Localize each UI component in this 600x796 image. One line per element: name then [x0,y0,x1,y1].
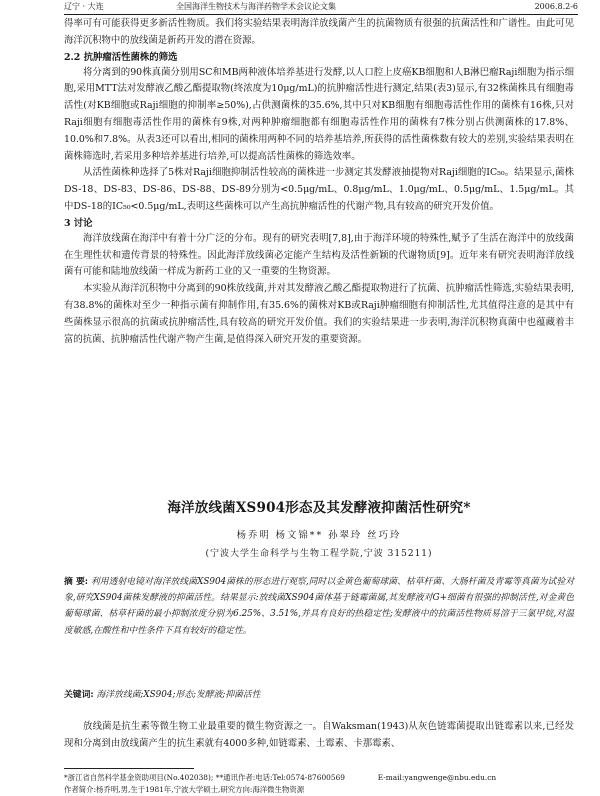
previous-paper-body [64,16,574,348]
keywords [64,687,574,700]
footnote-email: E-mail:yangwenge@nbu.edu.cn [377,773,497,782]
abstract-text: 利用透射电镜对海洋放线菌XS904菌株的形态进行观察,同时以金黄色葡萄球菌、枯草杆菌、大肠杆菌及青霉等真菌为试验对象,研究XS904菌株发酵液的抑菌活性。结果显示:放线菌XS904菌体基于链霉菌属,其发酵液对G+细菌有很强的抑制活性,对金黄色葡萄球菌、枯草杆菌的最小抑制浓度分别为6.25%、3.51%,并具有良好的热稳定性;发酵液中的抗菌活性物质易溶于三氯甲烷,对温度敏感,在酸性和中性条件下具有较好的稳定性。 [64,577,575,636]
discussion-paragraph-1: 海洋放线菌在海洋中有着十分广泛的分布。现有的研究表明[7,8],由于海洋环境的特殊性,赋予了生活在海洋中的放线菌在生理性状和遗传背景的特殊性。因此海洋放线菌必定能产生结构及活性新颖的代谢物质[9]。近年来有研究表明海洋放线菌有可能和陆地放线菌一样成为新药工业的又一重要的生物资源。 [64,232,574,278]
keywords-label: 关键词: [64,690,94,700]
introduction-paragraph: 放线菌是抗生素等微生物工业最重要的微生物资源之一。自Waksman(1943)从灰色链霉菌提取出链霉素以来,已经发现和分离到由放线菌产生的抗生素就有4000多种,如链霉素、土霉素、卡那霉素、 [64,721,574,749]
keywords-text: 海洋放线菌;XS904;形态;发酵液;抑菌活性 [96,690,261,700]
results-paragraph: 得率可有可能获得更多新活性物质。我们将实验结果表明海洋放线菌产生的抗菌物质有很强的抗菌活性和广谱性。由此可见海洋沉积物中的放线菌是新药开发的潜在资源。 [64,18,574,46]
section-heading-3: 3 讨论 [64,217,93,229]
header-location: 辽宁 · 大连 [64,2,104,11]
header-proceedings-title: 全国海洋生物技术与海洋药物学术会议论文集 [176,2,336,11]
footnote-rule [64,768,194,769]
section-heading-2-2: 2.2 抗肿瘤活性菌株的筛选 [64,51,178,63]
header-date: 2006.8.2-6 [534,2,578,11]
paper-affiliation: (宁波大学生命科学与生物工程学院,宁波 315211) [205,549,433,559]
footnote-fund: *浙江省自然科学基金资助项目(No.402038); [64,773,214,782]
ic50-paragraph: 从活性菌株种选择了5株对Raji细胞抑制活性较高的菌株进一步测定其发酵液抽提物对Raji细胞的IC₅₀。结果显示,菌株DS-18、DS-83、DS-86、DS-88、DS-89分别为<0.5μg/mL、0.8μg/mL、1.0μg/mL、0.5μg/mL、1.5μg/mL。其中DS-18的IC₅₀<0.5μg/mL,表明这些菌株可以产生高抗肿瘤活性的代谢产物,具有较高的研究开发价值。 [64,167,574,212]
discussion-paragraph-2: 本实验从海洋沉积物中分离到的90株放线菌,并对其发酵液乙酸乙酯提取物进行了抗菌、抗肿瘤活性筛选,实验结果表明,有38.8%的菌株对至少一种指示菌有抑制作用,有35.6%的菌株对KB或Raji肿瘤细胞有抑制活性,尤其值得注意的是其中有些菌株显示很高的抗菌或抗肿瘤活性,具有较高的研究开发价值。我们的实验结果进一步表明,海洋沉积物真菌中也蕴藏着丰富的抗菌、抗肿瘤活性代谢产物产生菌,是值得深入研究开发的重要资源。 [64,283,574,345]
abstract [64,574,574,639]
footnote-line-1 [64,772,584,784]
paper-title: 海洋放线菌XS904形态及其发酵液抑菌活性研究* [167,500,471,516]
running-header [64,1,578,15]
footnote [64,772,584,796]
footnote-corresponding: **通讯作者:电话:Tel:0574-87600569 [215,773,345,782]
abstract-label: 摘 要: [64,577,89,587]
paper-authors: 杨乔明 杨文锦** 孙翠玲 丝巧玲 [236,530,402,541]
antitumor-screening-paragraph: 将分离到的90株真菌分别用SC和MB两种液体培养基进行发酵,以人口腔上皮癌KB细胞和人B淋巴瘤Raji细胞为指示细胞,采用MTT法对发酵液乙酸乙酯提取物(终浓度为10μg/mL)的抗肿瘤活性进行测定,结果(表3)显示,有32株菌株具有细胞毒活性(对KB细胞或Raji细胞的抑制率≥50%),占供测菌株的35.6%,其中只对KB细胞有细胞毒活性作用的菌株有16株,只对Raji细胞有细胞毒活性作用的菌株有9株,对两种肿瘤细胞都有细胞毒活性作用的菌株有7株分别占供测菌株的17.8%、10.0%和7.8%。从表3还可以看出,相同的菌株用两种不同的培养基培养,所获得的活性菌株数有较大的差别,实验结果表明在菌株筛选时,若采用多种培养基进行培养,可以提高活性菌株的筛选效率。 [64,66,574,162]
footnote-author-bio: 作者简介:杨乔明,男,生于1981年,宁波大学硕士,研究方向:海洋微生物资源 [64,785,305,794]
